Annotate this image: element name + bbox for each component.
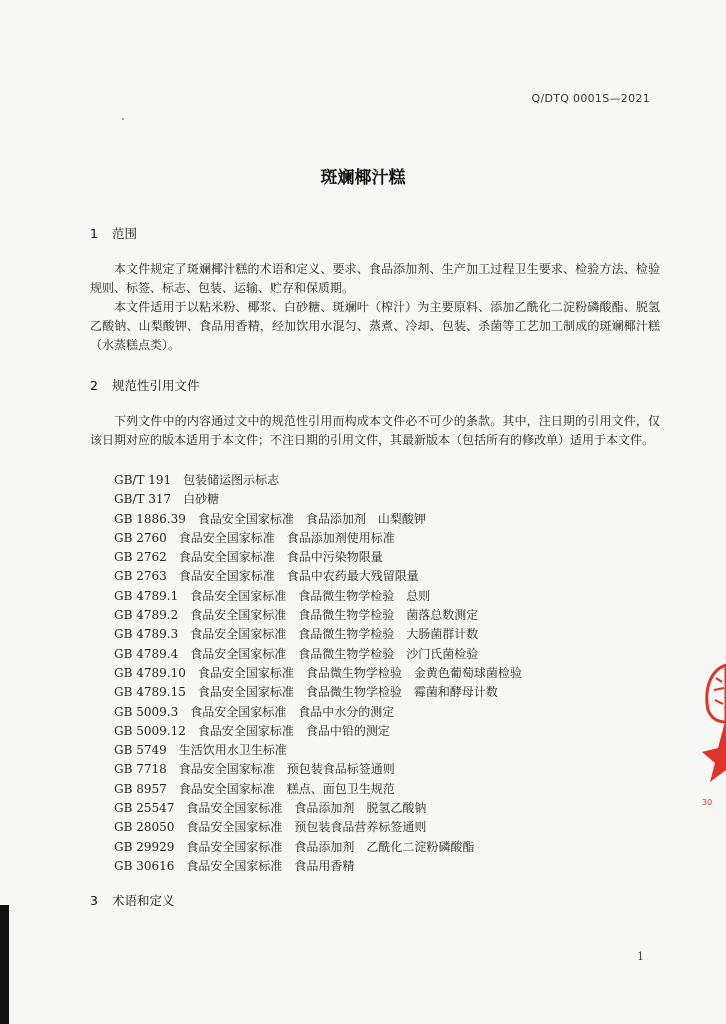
scan-edge-shadow [0, 905, 9, 1024]
references-intro-paragraph: 下列文件中的内容通过文中的规范性引用而构成本文件必不可少的条款。其中，注日期的引用文件，仅该日期对应的版本适用于本文件；不注日期的引用文件，其最新版本（包括所有的修改单）适用于本文件。 [90, 414, 660, 447]
section-title: 范围 [112, 226, 138, 241]
reference-item: GB 2763 食品安全国家标准 食品中农药最大残留限量 [114, 569, 419, 584]
svg-text:30: 30 [702, 798, 713, 807]
reference-item: GB 29929 食品安全国家标准 食品添加剂 乙酰化二淀粉磷酸酯 [114, 839, 475, 854]
section-number: 1 [90, 226, 98, 241]
reference-item: GB 4789.10 食品安全国家标准 食品微生物学检验 金黄色葡萄球菌检验 [114, 665, 522, 680]
document-code: Q/DTQ 0001S—2021 [531, 92, 650, 105]
section-number: 2 [90, 378, 98, 393]
reference-item: GB 4789.1 食品安全国家标准 食品微生物学检验 总则 [114, 588, 431, 603]
reference-item: GB 25547 食品安全国家标准 食品添加剂 脱氢乙酸钠 [114, 801, 427, 816]
reference-item: GB 30616 食品安全国家标准 食品用香精 [114, 858, 355, 873]
reference-item: GB 1886.39 食品安全国家标准 食品添加剂 山梨酸钾 [114, 511, 426, 526]
scope-paragraph-1: 本文件规定了斑斓椰汁糕的术语和定义、要求、食品添加剂、生产加工过程卫生要求、检验方法、检验规则、标签、标志、包装、运输、贮存和保质期。 [90, 262, 660, 295]
reference-item: GB/T 191 包装储运图示标志 [114, 473, 280, 487]
section-title: 规范性引用文件 [112, 378, 200, 393]
reference-item: GB 5009.3 食品安全国家标准 食品中水分的测定 [114, 704, 395, 719]
reference-item: GB 4789.15 食品安全国家标准 食品微生物学检验 霉菌和酵母计数 [114, 685, 498, 700]
reference-item: GB 2762 食品安全国家标准 食品中污染物限量 [114, 550, 383, 565]
reference-item: GB 7718 食品安全国家标准 预包装食品标签通则 [114, 762, 395, 777]
reference-item: GB 8957 食品安全国家标准 糕点、面包卫生规范 [114, 781, 395, 796]
document-title: 斑斓椰汁糕 [320, 168, 406, 188]
reference-item: GB/T 317 白砂糖 [114, 492, 220, 507]
section-number: 3 [90, 893, 98, 908]
section-heading-terms [90, 891, 175, 909]
section-heading-scope [90, 224, 137, 242]
reference-item: GB 28050 食品安全国家标准 预包装食品营养标签通则 [114, 820, 427, 835]
reference-list [114, 471, 522, 876]
reference-item: GB 5009.12 食品安全国家标准 食品中铅的测定 [114, 723, 390, 738]
reference-item: GB 4789.4 食品安全国家标准 食品微生物学检验 沙门氏菌检验 [114, 646, 479, 661]
section-title: 术语和定义 [112, 893, 175, 908]
scope-paragraph-2: 本文件适用于以粘米粉、椰浆、白砂糖、斑斓叶（榨汁）为主要原料、添加乙酰化二淀粉磷酸酯、脱氢乙酸钠、山梨酸钾、食品用香精，经加饮用水混匀、蒸煮、冷却、包装、杀菌等工艺加工制成的斑斓椰汁糕（水蒸糕点类）。 [90, 300, 660, 352]
section-heading-normative-references [90, 376, 200, 394]
reference-item: GB 5749 生活饮用水卫生标准 [114, 743, 287, 758]
red-seal-stamp [698, 660, 726, 840]
reference-item: GB 4789.2 食品安全国家标准 食品微生物学检验 菌落总数测定 [114, 608, 479, 623]
page-number: 1 [637, 950, 644, 963]
reference-item: GB 2760 食品安全国家标准 食品添加剂使用标准 [114, 530, 395, 545]
scan-speck [122, 118, 124, 120]
reference-item: GB 4789.3 食品安全国家标准 食品微生物学检验 大肠菌群计数 [114, 627, 479, 642]
